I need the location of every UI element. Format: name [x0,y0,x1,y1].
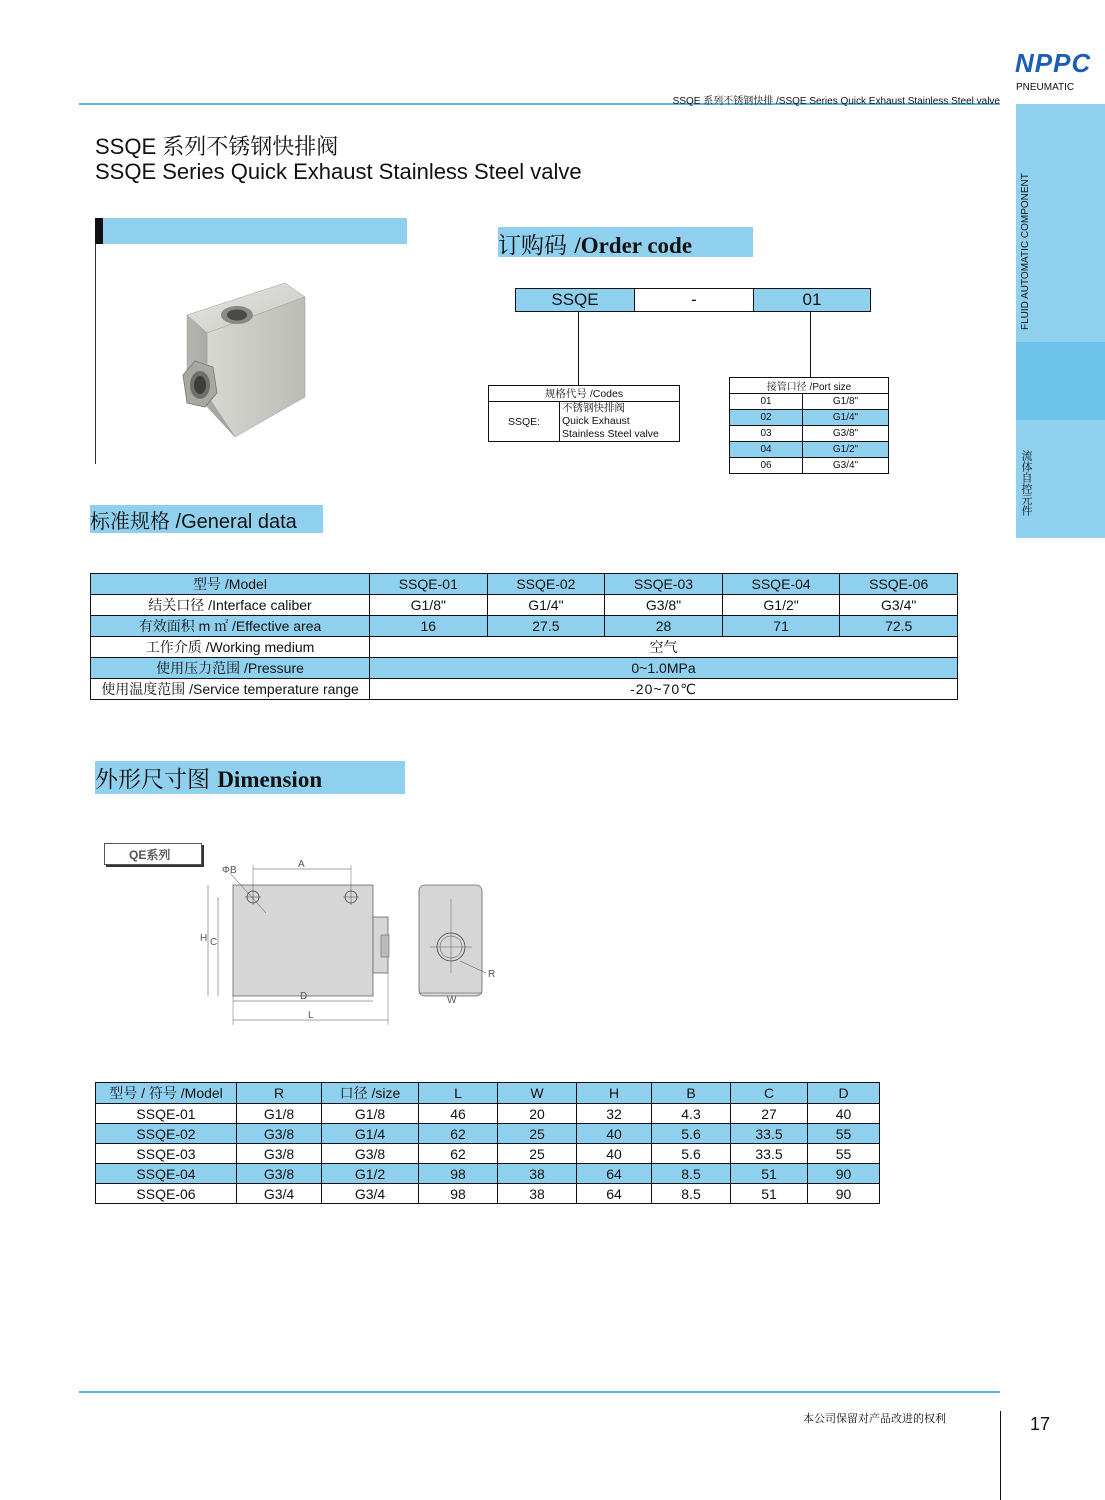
order-code-series: SSQE [516,289,635,311]
photo-banner [103,218,407,244]
side-label-cn: 流体自控元件 [1020,450,1033,516]
product-photo [175,275,350,445]
connector-line [578,312,579,385]
codes-table [488,385,680,442]
port-header: 接管口径 /Port size [730,378,889,394]
table-row: 工作介质 /Working medium 空气 [91,637,958,658]
table-row: 06 G3/4" [730,458,889,474]
dim-label-r: R [488,969,496,980]
codes-key: SSQE: [489,402,560,442]
table-row: 01 G1/8" [730,394,889,410]
page-title-cn: SSQE 系列不锈钢快排阀 [95,134,339,159]
order-code-dash: - [635,289,754,311]
table-row: SSQE-06 G3/4 G3/4 98 38 64 8.5 51 90 [96,1184,880,1204]
codes-desc: 不锈钢快排阀 Quick Exhaust Stainless Steel valve [560,402,680,442]
table-row: 有效面积 m ㎡ /Effective area 16 27.5 28 71 72.5 [91,616,958,637]
table-row: SSQE-01 G1/8 G1/8 46 20 32 4.3 27 40 [96,1104,880,1124]
photo-rule [95,244,96,464]
connector-line [810,312,811,377]
side-tab-middle [1016,342,1105,420]
dim-label-l: L [308,1010,314,1021]
table-row: SSQE-02 G3/8 G1/4 62 25 40 5.6 33.5 55 [96,1124,880,1144]
codes-header: 规格代号 /Codes [489,386,680,402]
general-data-table [90,573,958,700]
page-title-en: SSQE Series Quick Exhaust Stainless Steel valve [95,159,582,184]
running-title: SSQE 系列不锈钢快排 /SSQE Series Quick Exhaust Stainless Steel valve [672,96,1000,107]
port-size-table [729,377,889,474]
page-number: 17 [1030,1414,1051,1434]
brand-logo-sub: PNEUMATIC [1016,82,1075,93]
series-label: QE系列 [104,843,202,865]
footer-rule [79,1391,1000,1393]
table-row: 结关口径 /Interface caliber G1/8" G1/4" G3/8" G1/2" G3/4" [91,595,958,616]
table-row: 02 G1/4" [730,410,889,426]
footer-divider [1000,1411,1001,1500]
table-row: 型号 /Model SSQE-01 SSQE-02 SSQE-03 SSQE-04 SSQE-06 [91,574,958,595]
general-data-heading: 标准规格 /General data [90,505,323,533]
dim-label-c: C [210,937,218,948]
order-code-box [515,288,871,312]
table-row: 使用温度范围 /Service temperature range -20~70℃ [91,679,958,700]
dim-label-a: A [298,859,305,870]
order-code-port: 01 [754,289,870,311]
dimension-heading: 外形尺寸图 Dimension [95,761,405,794]
table-row: 使用压力范围 /Pressure 0~1.0MPa [91,658,958,679]
footer-note: 本公司保留对产品改进的权利 [803,1412,946,1425]
dim-label-b: ΦB [222,865,237,876]
table-row: 04 G1/2" [730,442,889,458]
order-code-heading: 订购码 /Order code [498,227,753,257]
dimension-table [95,1082,880,1204]
brand-logo: NPPC [1015,48,1092,78]
table-row: 03 G3/8" [730,426,889,442]
dim-label-d: D [300,991,308,1002]
dim-label-w: W [447,995,457,1006]
side-label-en: FLUID AUTOMATIC COMPONENT [1020,173,1031,330]
table-row: SSQE-03 G3/8 G3/8 62 25 40 5.6 33.5 55 [96,1144,880,1164]
photo-marker [95,218,103,244]
dim-label-h: H [200,933,208,944]
table-header-row: 型号 / 符号 /Model R 口径 /size L W H B C D [96,1083,880,1104]
table-row: SSQE-04 G3/8 G1/2 98 38 64 8.5 51 90 [96,1164,880,1184]
dimension-drawing [190,855,510,1035]
